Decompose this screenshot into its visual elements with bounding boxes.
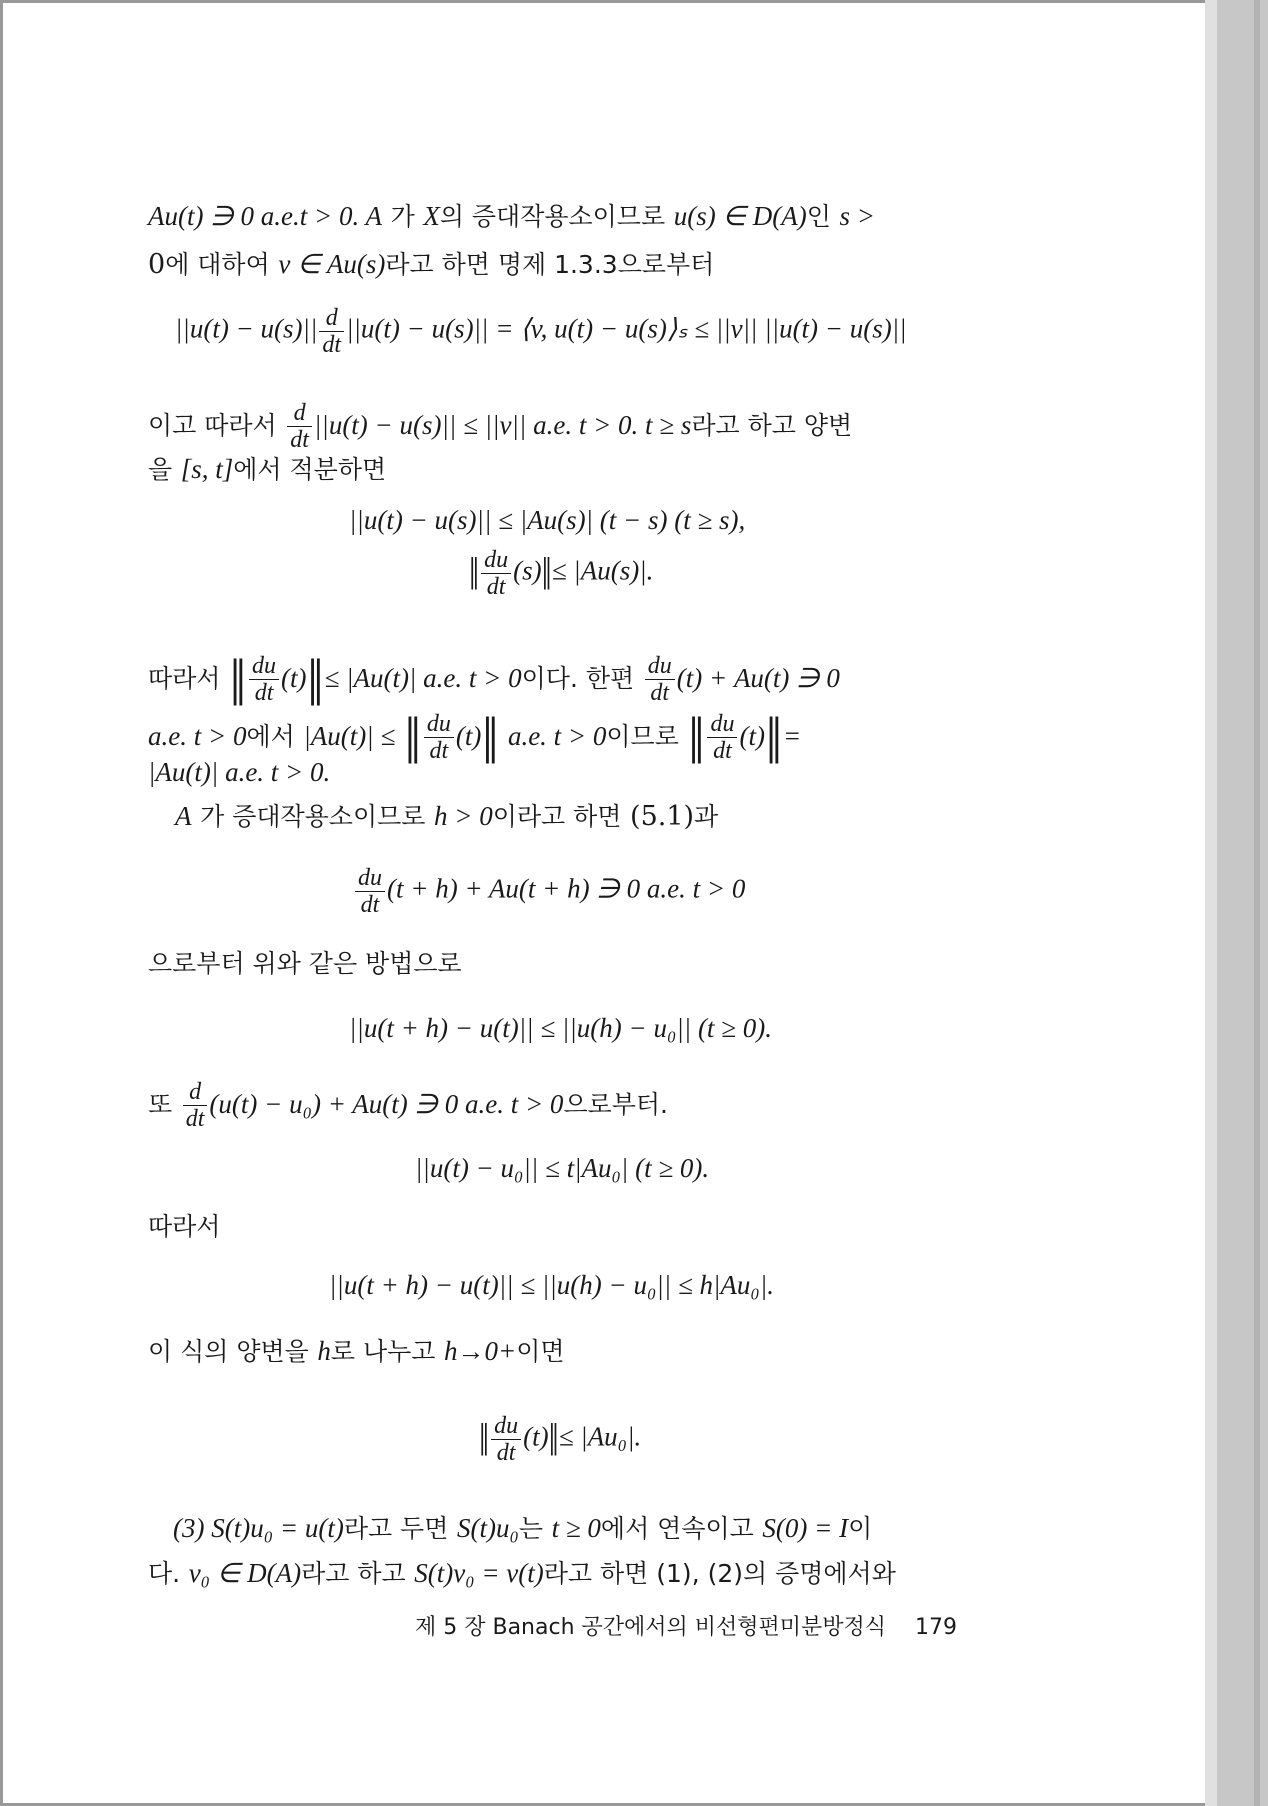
display-equation-2 xyxy=(349,503,745,537)
math-expr: h > 0 xyxy=(434,801,493,831)
korean-text: 라고 하면 (1), (2)의 증명에서와 xyxy=(543,1559,896,1588)
math-expr: ≤ |Au₀|. xyxy=(558,1421,642,1452)
display-equation-4 xyxy=(353,865,745,918)
korean-text: 다. xyxy=(148,1559,181,1588)
korean-text: 에서 xyxy=(246,722,295,751)
math-expr: ||u(t) − u(s)|| ≤ |Au(s)| (t − s) (t ≥ s), xyxy=(349,505,746,535)
korean-text: 을 xyxy=(148,455,173,484)
korean-text: 에서 연속이고 xyxy=(600,1514,754,1543)
korean-text: 이므로 xyxy=(606,722,679,751)
display-equation-7 xyxy=(329,1268,774,1302)
korean-text: 라고 하면 명제 1.3.3으로부터 xyxy=(385,250,715,279)
fraction: $\frac{du}{dt}$ xyxy=(481,547,511,600)
display-equation-6 xyxy=(415,1151,709,1185)
math-expr: a.e. t > 0 xyxy=(148,721,247,751)
display-equation-5 xyxy=(349,1011,772,1045)
korean-text: 따라서 xyxy=(148,1212,221,1241)
chapter-title: 제 5 장 Banach 공간에서의 비선형편미분방정식 xyxy=(415,1615,887,1640)
math-expr: (3) S(t)u₀ = u(t) xyxy=(173,1513,344,1543)
text-line-8: 따라서 ‖ $\frac{du}{dt}$ (t)‖≤ |Au(t)| a.e. t > 0이다. 한편 $\frac{du}{dt}$ (t) + Au(t) ∋ 0 xyxy=(148,652,840,706)
math-expr: ||u(t) − u(s)|| = ⟨v, u(t) − u(s)⟩ₛ ≤ ||v|| ||u(t) − u(s)|| xyxy=(346,313,907,344)
text-line-21 xyxy=(173,1511,872,1546)
fraction: $\frac{du}{dt}$ xyxy=(424,711,454,764)
math-expr: (t) xyxy=(455,721,482,751)
math-expr: [s, t] xyxy=(180,454,234,484)
math-expr: = xyxy=(782,721,802,751)
math-expr: (t) + Au(t) ∋ 0 xyxy=(676,663,840,693)
text-line-10 xyxy=(148,755,330,789)
math-expr: |Au(t)| a.e. t > 0. xyxy=(148,757,331,787)
display-equation-1 xyxy=(175,305,907,358)
math-expr: ||u(t + h) − u(t)|| ≤ ||u(h) − u₀|| ≤ h|Au₀|. xyxy=(329,1270,774,1300)
text-line-22 xyxy=(148,1556,896,1591)
equation-ref: (5.1) xyxy=(630,801,695,832)
math-expr: (t) xyxy=(523,1421,549,1452)
korean-text: 에서 적분하면 xyxy=(233,455,387,484)
math-expr: 0 xyxy=(148,249,166,280)
korean-text: 인 xyxy=(806,202,831,231)
math-expr: (t) xyxy=(739,721,765,751)
display-equation-8: ‖ $\frac{du}{dt}$ (t)‖≤ |Au₀|. xyxy=(479,1413,642,1466)
math-expr: ||u(t) − u(s)|| xyxy=(175,313,318,344)
fraction: $\frac{d}{dt}$ xyxy=(319,305,344,358)
korean-text: 가 xyxy=(390,202,415,231)
math-expr: S(t)u₀ xyxy=(456,1513,519,1543)
korean-text: 으로부터. xyxy=(563,1090,668,1119)
text-line-4 xyxy=(148,400,852,453)
math-expr: s > xyxy=(839,201,875,231)
math-expr: v ∈ Au(s) xyxy=(278,249,386,279)
fraction: $\frac{d}{dt}$ xyxy=(287,400,312,453)
math-expr: t ≥ 0 xyxy=(551,1513,601,1543)
math-expr: X xyxy=(423,201,440,231)
math-expr: h xyxy=(317,1336,331,1366)
korean-text: 이라고 하면 xyxy=(492,802,622,831)
korean-text: 라고 하고 xyxy=(301,1559,406,1588)
fraction: $\frac{d}{dt}$ xyxy=(183,1079,208,1132)
fraction: $\frac{du}{dt}$ xyxy=(707,711,737,764)
math-expr: v₀ ∈ D(A) xyxy=(188,1558,302,1588)
math-expr: ||u(t) − u₀|| ≤ t|Au₀| (t ≥ 0). xyxy=(415,1153,710,1183)
korean-text: 따라서 xyxy=(148,664,221,693)
korean-text: 또 xyxy=(148,1090,173,1119)
text-line-15 xyxy=(148,1079,668,1132)
korean-text: 이 식의 양변을 xyxy=(148,1337,309,1366)
korean-text: 이면 xyxy=(516,1337,565,1366)
math-expr: (u(t) − u₀) + Au(t) ∋ 0 a.e. t > 0 xyxy=(209,1089,564,1119)
korean-text: 이다. 한편 xyxy=(521,664,635,693)
text-line-9: a.e. t > 0에서 |Au(t)| ≤ ‖ $\frac{du}{dt}$ (t)‖ a.e. t > 0이므로 ‖ $\frac{du}{dt}$ (t)‖= xyxy=(148,710,802,764)
korean-text: 의 증대작용소이므로 xyxy=(439,202,666,231)
fraction: $\frac{du}{dt}$ xyxy=(355,865,385,918)
math-expr: S(0) = I xyxy=(762,1513,849,1543)
math-expr: ≤ |Au(s)|. xyxy=(551,555,654,586)
korean-text: 라고 하고 양변 xyxy=(691,411,853,440)
math-expr: (s) xyxy=(513,555,542,586)
text-line-17 xyxy=(148,1210,220,1244)
page-number: 179 xyxy=(915,1615,958,1640)
math-expr: u(s) ∈ D(A) xyxy=(673,201,807,231)
fraction: $\frac{du}{dt}$ xyxy=(491,1413,521,1466)
text-line-19 xyxy=(148,1334,565,1369)
math-expr: S(t)v₀ = v(t) xyxy=(414,1558,544,1588)
text-line-2 xyxy=(148,247,714,282)
math-expr: ||u(t + h) − u(t)|| ≤ ||u(h) − u₀|| (t ≥ 0). xyxy=(349,1013,772,1043)
korean-text: 라고 두면 xyxy=(343,1514,449,1543)
math-expr: a.e. t > 0 xyxy=(507,721,607,751)
fraction: $\frac{du}{dt}$ xyxy=(645,653,675,706)
math-expr: Au(t) ∋ 0 a.e.t > 0. A xyxy=(148,201,382,231)
math-expr: A xyxy=(175,801,192,831)
korean-text: 에 대하여 xyxy=(165,250,270,279)
text-line-11 xyxy=(175,799,718,834)
page-stack-edge xyxy=(1205,0,1268,1806)
korean-text: 이고 따라서 xyxy=(148,411,277,440)
math-expr: (t) xyxy=(281,663,307,693)
korean-text: 로 나누고 xyxy=(330,1337,436,1366)
korean-text: 이 xyxy=(848,1514,873,1543)
fraction: $\frac{du}{dt}$ xyxy=(249,653,279,706)
math-expr: h→0+ xyxy=(444,1336,517,1366)
korean-text: 과 xyxy=(694,802,719,831)
page-footer xyxy=(415,1611,957,1645)
math-expr: (t + h) + Au(t + h) ∋ 0 a.e. t > 0 xyxy=(387,873,746,904)
math-expr: ≤ |Au(t)| a.e. t > 0 xyxy=(324,663,522,693)
math-expr: ||u(t) − u(s)|| ≤ ||v|| a.e. t > 0. t ≥ s xyxy=(313,410,692,440)
korean-text: 으로부터 위와 같은 방법으로 xyxy=(148,949,462,978)
display-equation-3: ‖ $\frac{du}{dt}$ (s)‖≤ |Au(s)|. xyxy=(469,547,654,600)
text-line-1 xyxy=(148,199,875,234)
korean-text: 가 증대작용소이므로 xyxy=(200,802,426,831)
korean-text: 는 xyxy=(518,1514,543,1543)
text-line-5 xyxy=(148,452,386,487)
text-line-13 xyxy=(148,947,462,981)
math-expr: |Au(t)| ≤ xyxy=(303,721,396,751)
